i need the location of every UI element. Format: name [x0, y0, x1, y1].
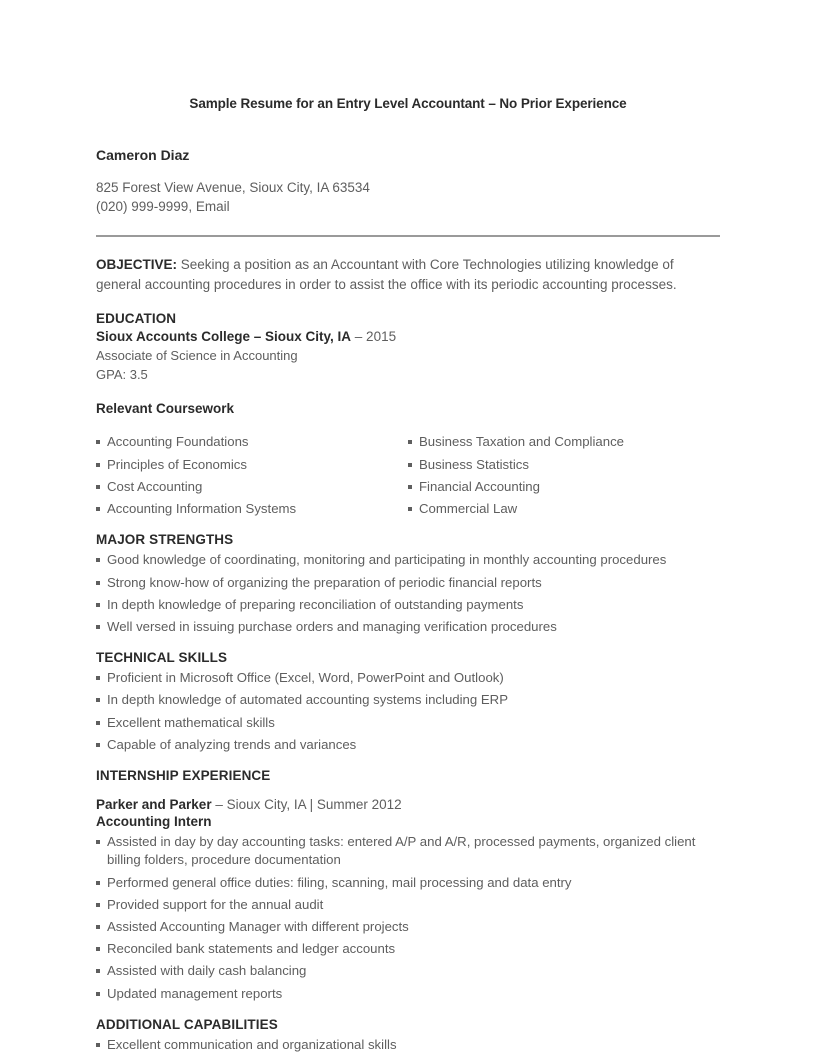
document-title: Sample Resume for an Entry Level Accountant – No Prior Experience — [189, 96, 627, 111]
education-degree: Associate of Science in Accounting — [96, 348, 298, 364]
education-heading: EDUCATION — [96, 311, 177, 327]
contact-address: 825 Forest View Avenue, Sioux City, IA 63534 — [96, 180, 370, 195]
list-item: Updated management reports — [96, 985, 720, 1003]
list-item: Provided support for the annual audit — [96, 896, 720, 914]
candidate-name: Cameron Diaz — [96, 147, 190, 163]
list-item: Business Taxation and Compliance — [408, 433, 720, 451]
objective-section — [96, 255, 720, 294]
additional-capabilities-list — [96, 1036, 720, 1054]
major-strengths-list — [96, 551, 720, 636]
technical-skills-list — [96, 669, 720, 754]
coursework-column-left — [96, 429, 408, 518]
internship-job-title: Accounting Intern — [96, 814, 212, 830]
contact-phone-email: (020) 999-9999, Email — [96, 199, 230, 215]
education-school-line — [96, 329, 720, 344]
list-item: Proficient in Microsoft Office (Excel, Word, PowerPoint and Outlook) — [96, 669, 720, 687]
internship-location-dates: – Sioux City, IA | Summer 2012 — [211, 797, 402, 813]
objective-text: Seeking a position as an Accountant with Core Technologies utilizing knowledge of general accounting procedures in order to assist the office with its periodic accounting processes. — [96, 257, 677, 292]
list-item: Cost Accounting — [96, 478, 408, 496]
coursework-list-left — [96, 433, 408, 518]
additional-capabilities-heading: ADDITIONAL CAPABILITIES — [96, 1016, 278, 1032]
list-item: Performed general office duties: filing, scanning, mail processing and data entry — [96, 874, 720, 892]
coursework-columns — [96, 429, 720, 518]
list-item: Excellent mathematical skills — [96, 714, 720, 732]
list-item: Strong know-how of organizing the preparation of periodic financial reports — [96, 574, 720, 592]
list-item: In depth knowledge of preparing reconciliation of outstanding payments — [96, 596, 720, 614]
list-item: Accounting Information Systems — [96, 500, 408, 518]
internship-job-title-line — [96, 814, 720, 829]
header-divider — [96, 235, 720, 237]
list-item: Good knowledge of coordinating, monitoring and participating in monthly accounting procedures — [96, 551, 720, 569]
education-year: – 2015 — [351, 329, 397, 345]
list-item: Commercial Law — [408, 500, 720, 518]
list-item: Financial Accounting — [408, 478, 720, 496]
list-item: Assisted Accounting Manager with different projects — [96, 918, 720, 936]
list-item: Assisted in day by day accounting tasks: entered A/P and A/R, processed payments, organized client billing folders, procedure documentation — [96, 833, 720, 869]
list-item: In depth knowledge of automated accounting systems including ERP — [96, 691, 720, 709]
list-item: Assisted with daily cash balancing — [96, 962, 720, 980]
internship-section — [96, 768, 720, 1003]
technical-skills-heading: TECHNICAL SKILLS — [96, 650, 228, 666]
list-item: Accounting Foundations — [96, 433, 408, 451]
internship-heading: INTERNSHIP EXPERIENCE — [96, 768, 271, 784]
resume-body — [96, 0, 720, 1054]
internship-list — [96, 833, 720, 1003]
list-item: Excellent communication and organizational skills — [96, 1036, 720, 1054]
education-gpa: GPA: 3.5 — [96, 367, 148, 383]
list-item: Well versed in issuing purchase orders and managing verification procedures — [96, 618, 720, 636]
objective-label: OBJECTIVE: — [96, 257, 178, 273]
education-school-name: Sioux Accounts College – Sioux City, IA — [96, 329, 352, 345]
major-strengths-section — [96, 532, 720, 636]
list-item: Principles of Economics — [96, 456, 408, 474]
list-item: Business Statistics — [408, 456, 720, 474]
coursework-heading: Relevant Coursework — [96, 401, 235, 417]
list-item: Capable of analyzing trends and variances — [96, 736, 720, 754]
internship-employer: Parker and Parker — [96, 797, 212, 813]
coursework-column-right — [408, 429, 720, 518]
additional-capabilities-section — [96, 1017, 720, 1054]
list-item: Reconciled bank statements and ledger accounts — [96, 940, 720, 958]
coursework-list-right — [408, 433, 720, 518]
internship-employer-line — [96, 797, 720, 812]
contact-block — [96, 178, 720, 216]
technical-skills-section — [96, 650, 720, 754]
major-strengths-heading: MAJOR STRENGTHS — [96, 532, 234, 548]
